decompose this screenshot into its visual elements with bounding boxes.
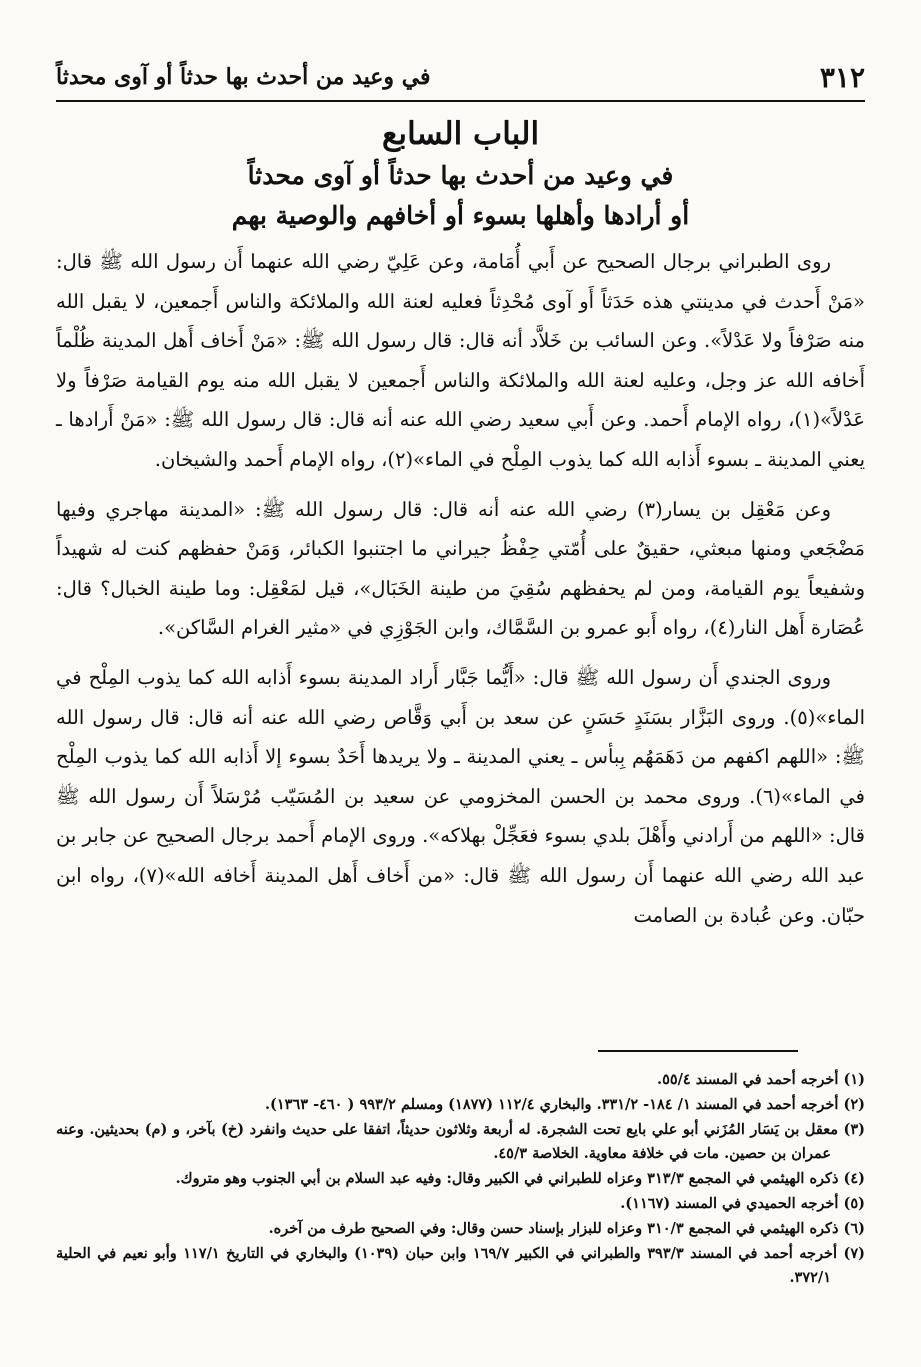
chapter-heading [56,112,865,236]
chapter-title-line-2: أو أرادها وأهلها بسوء أو أخافهم والوصية بهم [231,201,690,230]
running-header [56,54,865,102]
chapter-title-line-1: في وعيد من أحدث بها حدثاً أو آوى محدثاً [247,161,674,190]
footnotes [56,1068,865,1291]
main-text [56,242,865,945]
footnote: (٧) أخرجه أحمد في المسند ٣٩٣/٣ والطبراني في الكبير ١٦٩/٧ وابن حبان (١٠٣٩) والبخاري في التاريخ ١١٧/١ وأبو نعيم في الحلية ٣٧٢/١. [56,1244,865,1287]
footnote: (٣) معقل بن يَسَار المُزَني أبو علي بايع تحت الشجرة. له أربعة وثلاثون حديثاً، اتفقا على حديث وانفرد (خ) بآخر، و (م) بحديثين. وعنه عمران بن حصين. مات في خلافة معاوية. الخلاصة ٤٥/٣. [56,1120,865,1163]
footnote-separator [598,1050,798,1052]
footnote: (٢) أخرجه أحمد في المسند ١/ ١٨٤- ٣٣١/٢. والبخاري ١١٢/٤ (١٨٧٧) ومسلم ٩٩٣/٢ ( ٤٦٠- ١٣٦٣). [264,1095,865,1113]
running-title: في وعيد من أحدث بها حدثاً أو آوى محدثاً [56,64,431,90]
footnote: (٤) ذكره الهيثمي في المجمع ٣١٣/٣ وعزاه للطبراني في الكبير وقال: وفيه عبد السلام بن أبي الجنوب وهو متروك. [175,1170,865,1188]
footnote: (٥) أخرجه الحميدي في المسند (١١٦٧). [620,1194,865,1212]
footnote: (١) أخرجه أحمد في المسند ٥٥/٤. [657,1071,865,1088]
chapter-number: الباب السابع [381,116,540,152]
paragraph: روى الطبراني برجال الصحيح عن أَبي أُمَامة، وعن عَلِيّ رضي الله عنهما أَن رسول الله ﷺ قال: «مَنْ أَحدث في مدينتي هذه حَدَثاً أَو آوى مُحْدِثاً فعليه لعنة الله والملائكة والناس أَجمعين، لا يقبل الله منه صَرْفاً ولا عَدْلاً». وعن السائب بن خَلاَّد أنه قال: قال رسول الله ﷺ: «مَنْ أَخاف أَهل المدينة ظُلْماً أَخافه الله عز وجل، وعليه لعنة الله والملائكة والناس أَجمعين لا يقبل الله منه يوم القيامة صَرْفاً ولا عَدْلاً»(١)، رواه الإمام أَحمد. وعن أَبي سعيد رضي الله عنه أنه قال: قال رسول الله ﷺ: «مَنْ أَرادها ـ يعني المدينة ـ بسوء أَذابه الله كما يذوب المِلْح في الماء»(٢)، رواه الإمام أَحمد والشيخان. [56,250,865,471]
paragraph: وروى الجندي أَن رسول الله ﷺ قال: «أَيُّما جَبَّار أَراد المدينة بسوء أَذابه الله كما يذوب المِلْح في الماء»(٥). وروى البَزَّار بسَنَدٍ حَسَنٍ عن سعد بن أَبي وَقَّاص رضي الله عنه أنه قال: قال رسول الله ﷺ: «اللهم اكفهم من دَهَمَهُم بِبأس ـ يعني المدينة ـ ولا يريدها أَحَدٌ بسوء إلا أَذابه الله كما يذوب المِلْح في الماء»(٦). وروى محمد بن الحسن المخزومي عن سعيد بن المُسَيّب مُرْسَلاً أَن رسول الله ﷺ قال: «اللهم من أَرادني وأَهْلَ بلدي بسوء فعَجِّلْ بهلاكه». وروى الإمام أَحمد برجال الصحيح عن جابر بن عبد الله رضي الله عنهما أَن رسول الله ﷺ قال: «من أَخاف أَهل المدينة أَخافه الله»(٧)، رواه ابن حبّان. وعن عُبادة بن الصامت [56,665,865,927]
page-number: ٣١٢ [819,60,865,94]
footnote: (٦) ذكره الهيثمي في المجمع ٣١٠/٣ وعزاه للبزار بإسناد حسن وقال: وفي الصحيح طرف من آخره. [268,1219,865,1237]
paragraph: وعن مَعْقِل بن يسار(٣) رضي الله عنه أنه قال: قال رسول الله ﷺ: «المدينة مهاجري وفيها مَضْجَعي ومنها مبعثي، حقيقٌ على أُمّتي حِفْظُ جيراني ما اجتنبوا الكبائر، وَمَنْ حفظهم كنت له شهيداً وشفيعاً يوم القيامة، ومن لم يحفظهم سُقِيَ من طينة الخَبَال»، قيل لمَعْقِل: وما طينة الخبال؟ قال: عُصَارة أَهل النار(٤)، رواه أَبو عمرو بن السَّمَّاك، وابن الجَوْزِي في «مثير الغرام السَّاكن». [56,497,865,640]
